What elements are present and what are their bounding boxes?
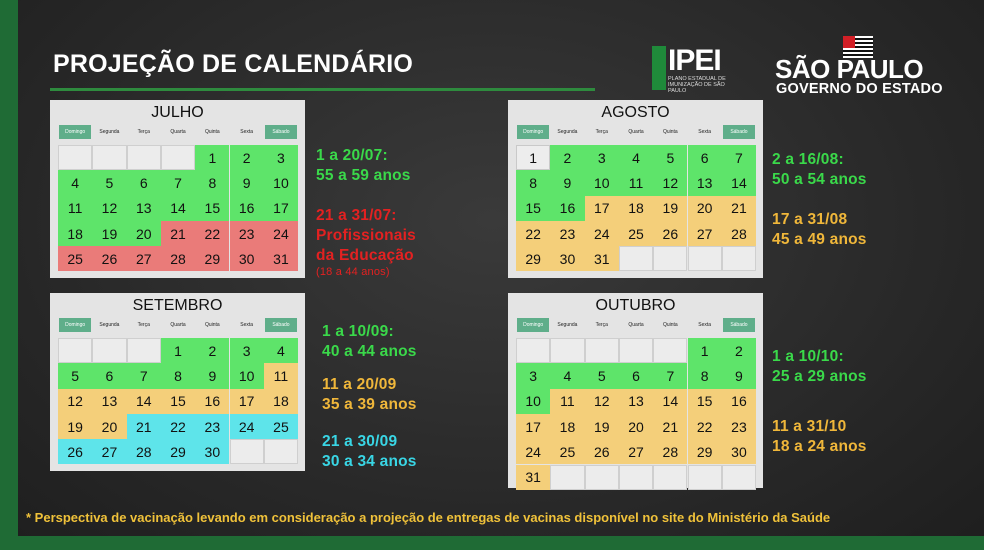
day-cell: 10: [516, 389, 550, 414]
day-cell: 16: [550, 196, 584, 221]
day-cell: 5: [92, 170, 126, 195]
day-cell: 22: [516, 221, 550, 246]
age-group-label-line: 55 a 59 anos: [316, 167, 411, 184]
age-group-label-line: 35 a 39 anos: [322, 396, 417, 413]
day-cell: 18: [264, 389, 298, 414]
age-group-label-line: da Educação: [316, 247, 414, 264]
weekday-header: Sábado: [723, 318, 755, 332]
day-cell: 29: [161, 439, 195, 464]
weekday-header: Sábado: [723, 125, 755, 139]
empty-day-cell: [58, 338, 92, 363]
day-cell: 27: [92, 439, 126, 464]
empty-day-cell: [653, 338, 687, 363]
day-cell: 31: [264, 246, 298, 271]
weekday-header: Quinta: [662, 129, 678, 135]
age-group-label: [772, 210, 867, 250]
day-cell: 3: [230, 338, 264, 363]
weekday-header: Quarta: [170, 322, 186, 328]
day-cell: 30: [550, 246, 584, 271]
day-cell: 17: [230, 389, 264, 414]
empty-day-cell: [92, 145, 126, 170]
empty-day-cell: [161, 145, 195, 170]
day-cell: 23: [550, 221, 584, 246]
day-cell: 14: [653, 389, 687, 414]
calendar-setembro: [50, 293, 305, 471]
day-cell: 11: [264, 363, 298, 388]
day-cell: 23: [195, 414, 229, 439]
empty-day-cell: [585, 338, 619, 363]
age-group-label-line: 21 a 31/07:: [316, 207, 397, 224]
age-group-label-line: 50 a 54 anos: [772, 171, 867, 188]
day-cell: 10: [585, 170, 619, 195]
weekday-header: Sexta: [698, 322, 712, 328]
day-cell: 15: [161, 389, 195, 414]
day-cell: 11: [619, 170, 653, 195]
day-cell: 2: [722, 338, 756, 363]
day-cell: 13: [127, 196, 161, 221]
day-cell: 15: [195, 196, 229, 221]
age-group-label-line: 2 a 16/08:: [772, 151, 844, 168]
day-cell: 5: [585, 363, 619, 388]
day-cell: 7: [127, 363, 161, 388]
day-cell: 9: [722, 363, 756, 388]
day-cell: 22: [161, 414, 195, 439]
day-cell: 25: [264, 414, 298, 439]
day-cell: 3: [585, 145, 619, 170]
age-group-label: [772, 347, 867, 387]
day-cell: 19: [92, 221, 126, 246]
empty-day-cell: [688, 246, 722, 271]
day-cell: 28: [653, 439, 687, 464]
weekday-header: Sábado: [265, 125, 297, 139]
ipei-logo: [652, 44, 726, 94]
day-cell: 7: [161, 170, 195, 195]
day-cell: 12: [653, 170, 687, 195]
empty-day-cell: [585, 465, 619, 490]
day-cell: 31: [516, 465, 550, 490]
day-cell: 28: [161, 246, 195, 271]
day-cell: 6: [688, 145, 722, 170]
day-cell: 30: [722, 439, 756, 464]
weekday-header: Quinta: [204, 322, 220, 328]
age-group-label: [322, 322, 417, 362]
calendar-month-title: JULHO: [151, 104, 204, 121]
left-green-bar: [0, 0, 18, 550]
day-cell: 12: [58, 389, 92, 414]
weekday-header: Quarta: [628, 322, 644, 328]
day-cell: 9: [550, 170, 584, 195]
day-cell: 19: [585, 414, 619, 439]
empty-day-cell: [619, 338, 653, 363]
age-group-label: [772, 150, 867, 190]
age-group-label-note: (18 a 44 anos): [316, 266, 390, 278]
day-cell: 1: [516, 145, 550, 170]
day-cell: 26: [92, 246, 126, 271]
ipei-logo-subtitle: PLANO ESTADUAL DE IMUNIZAÇÃO DE SÃO PAULO: [668, 76, 726, 94]
day-cell: 1: [688, 338, 722, 363]
day-cell: 26: [653, 221, 687, 246]
day-cell: 18: [550, 414, 584, 439]
day-cell: 9: [230, 170, 264, 195]
ipei-mark-icon: [652, 46, 666, 90]
weekday-header: Terça: [595, 129, 608, 135]
page-title: PROJEÇÃO DE CALENDÁRIO: [53, 50, 413, 78]
weekday-header: Segunda: [99, 129, 120, 135]
sao-paulo-logo-subtitle: GOVERNO DO ESTADO: [776, 81, 943, 97]
day-cell: 12: [585, 389, 619, 414]
day-cell: 8: [195, 170, 229, 195]
day-cell: 10: [264, 170, 298, 195]
title-underline: [50, 88, 595, 91]
day-cell: 16: [722, 389, 756, 414]
day-cell: 26: [585, 439, 619, 464]
day-cell: 16: [230, 196, 264, 221]
day-cell: 23: [230, 221, 264, 246]
weekday-header: Quinta: [662, 322, 678, 328]
empty-day-cell: [516, 338, 550, 363]
day-cell: 11: [58, 196, 92, 221]
age-group-label-line: 40 a 44 anos: [322, 343, 417, 360]
day-cell: 24: [230, 414, 264, 439]
day-cell: 4: [550, 363, 584, 388]
day-cell: 21: [653, 414, 687, 439]
empty-day-cell: [619, 465, 653, 490]
day-cell: 8: [516, 170, 550, 195]
empty-day-cell: [127, 338, 161, 363]
day-cell: 29: [688, 439, 722, 464]
calendar-outubro: [508, 293, 763, 488]
day-cell: 8: [688, 363, 722, 388]
day-cell: 15: [516, 196, 550, 221]
day-cell: 30: [195, 439, 229, 464]
day-cell: 13: [619, 389, 653, 414]
day-cell: 20: [127, 221, 161, 246]
day-cell: 5: [653, 145, 687, 170]
day-cell: 1: [161, 338, 195, 363]
age-group-label: [316, 146, 411, 186]
empty-day-cell: [653, 246, 687, 271]
age-group-label-line: 21 a 30/09: [322, 433, 398, 450]
age-group-label: [316, 206, 416, 279]
day-cell: 10: [230, 363, 264, 388]
empty-day-cell: [550, 465, 584, 490]
day-cell: 15: [688, 389, 722, 414]
day-cell: 8: [161, 363, 195, 388]
calendar-julho: [50, 100, 305, 278]
weekday-header: Domingo: [517, 318, 549, 332]
day-cell: 23: [722, 414, 756, 439]
weekday-header: Segunda: [557, 129, 578, 135]
day-cell: 19: [58, 414, 92, 439]
day-cell: 29: [195, 246, 229, 271]
day-cell: 17: [585, 196, 619, 221]
day-cell: 19: [653, 196, 687, 221]
day-cell: 9: [195, 363, 229, 388]
age-group-label-line: 30 a 34 anos: [322, 453, 417, 470]
day-cell: 22: [688, 414, 722, 439]
day-cell: 20: [619, 414, 653, 439]
day-cell: 13: [92, 389, 126, 414]
day-cell: 2: [230, 145, 264, 170]
day-cell: 4: [619, 145, 653, 170]
day-cell: 24: [585, 221, 619, 246]
day-cell: 28: [127, 439, 161, 464]
age-group-label-line: 1 a 20/07:: [316, 147, 388, 164]
age-group-label: [772, 417, 867, 457]
empty-day-cell: [264, 439, 298, 464]
age-group-label-line: 18 a 24 anos: [772, 438, 867, 455]
day-cell: 21: [161, 221, 195, 246]
day-cell: 21: [722, 196, 756, 221]
empty-day-cell: [550, 338, 584, 363]
day-cell: 14: [161, 196, 195, 221]
calendar-month-title: SETEMBRO: [132, 297, 223, 314]
age-group-label-line: 11 a 20/09: [322, 376, 397, 393]
day-cell: 1: [195, 145, 229, 170]
day-cell: 29: [516, 246, 550, 271]
day-cell: 2: [195, 338, 229, 363]
weekday-header: Sexta: [240, 129, 254, 135]
day-cell: 7: [653, 363, 687, 388]
age-group-label-line: Profissionais: [316, 227, 416, 244]
weekday-header: Terça: [137, 129, 150, 135]
empty-day-cell: [230, 439, 264, 464]
footnote: * Perspectiva de vacinação levando em consideração a projeção de entregas de vacinas disponível no site do Ministério da Saúde: [26, 510, 831, 525]
day-cell: 17: [264, 196, 298, 221]
weekday-header: Segunda: [557, 322, 578, 328]
weekday-header: Domingo: [59, 125, 91, 139]
sao-paulo-logo: [775, 36, 945, 96]
day-cell: 16: [195, 389, 229, 414]
weekday-header: Quarta: [170, 129, 186, 135]
day-cell: 4: [264, 338, 298, 363]
calendar-agosto: [508, 100, 763, 278]
age-group-label-line: 1 a 10/10:: [772, 348, 844, 365]
day-cell: 13: [688, 170, 722, 195]
day-cell: 22: [195, 221, 229, 246]
empty-day-cell: [58, 145, 92, 170]
day-cell: 18: [58, 221, 92, 246]
day-cell: 21: [127, 414, 161, 439]
bottom-green-bar: [0, 536, 984, 550]
day-cell: 12: [92, 196, 126, 221]
day-cell: 14: [127, 389, 161, 414]
empty-day-cell: [722, 246, 756, 271]
day-cell: 27: [688, 221, 722, 246]
age-group-label-line: 11 a 31/10: [772, 418, 847, 435]
weekday-header: Quarta: [628, 129, 644, 135]
empty-day-cell: [619, 246, 653, 271]
day-cell: 6: [619, 363, 653, 388]
day-cell: 17: [516, 414, 550, 439]
empty-day-cell: [92, 338, 126, 363]
weekday-header: Domingo: [517, 125, 549, 139]
day-cell: 25: [619, 221, 653, 246]
weekday-header: Sábado: [265, 318, 297, 332]
weekday-header: Sexta: [240, 322, 254, 328]
day-cell: 7: [722, 145, 756, 170]
weekday-header: Segunda: [99, 322, 120, 328]
day-cell: 4: [58, 170, 92, 195]
empty-day-cell: [653, 465, 687, 490]
empty-day-cell: [688, 465, 722, 490]
day-cell: 26: [58, 439, 92, 464]
day-cell: 5: [58, 363, 92, 388]
day-cell: 27: [619, 439, 653, 464]
weekday-header: Sexta: [698, 129, 712, 135]
day-cell: 18: [619, 196, 653, 221]
day-cell: 11: [550, 389, 584, 414]
day-cell: 24: [264, 221, 298, 246]
day-cell: 3: [264, 145, 298, 170]
day-cell: 3: [516, 363, 550, 388]
day-cell: 31: [585, 246, 619, 271]
ipei-logo-text: IPEI: [668, 44, 721, 77]
day-cell: 30: [230, 246, 264, 271]
day-cell: 25: [550, 439, 584, 464]
age-group-label: [322, 375, 417, 415]
day-cell: 6: [92, 363, 126, 388]
age-group-label: [322, 432, 417, 472]
day-cell: 2: [550, 145, 584, 170]
age-group-label-line: 45 a 49 anos: [772, 231, 867, 248]
day-cell: 14: [722, 170, 756, 195]
day-cell: 25: [58, 246, 92, 271]
day-cell: 20: [688, 196, 722, 221]
day-cell: 20: [92, 414, 126, 439]
age-group-label-line: 25 a 29 anos: [772, 368, 867, 385]
age-group-label-line: 1 a 10/09:: [322, 323, 394, 340]
weekday-header: Terça: [595, 322, 608, 328]
day-cell: 28: [722, 221, 756, 246]
day-cell: 27: [127, 246, 161, 271]
calendar-month-title: AGOSTO: [601, 104, 670, 121]
age-group-label-line: 17 a 31/08: [772, 211, 848, 228]
weekday-header: Domingo: [59, 318, 91, 332]
empty-day-cell: [722, 465, 756, 490]
sao-paulo-logo-name: SÃO PAULO: [775, 54, 924, 84]
weekday-header: Quinta: [204, 129, 220, 135]
empty-day-cell: [127, 145, 161, 170]
weekday-header: Terça: [137, 322, 150, 328]
day-cell: 6: [127, 170, 161, 195]
day-cell: 24: [516, 439, 550, 464]
calendar-month-title: OUTUBRO: [595, 297, 676, 314]
